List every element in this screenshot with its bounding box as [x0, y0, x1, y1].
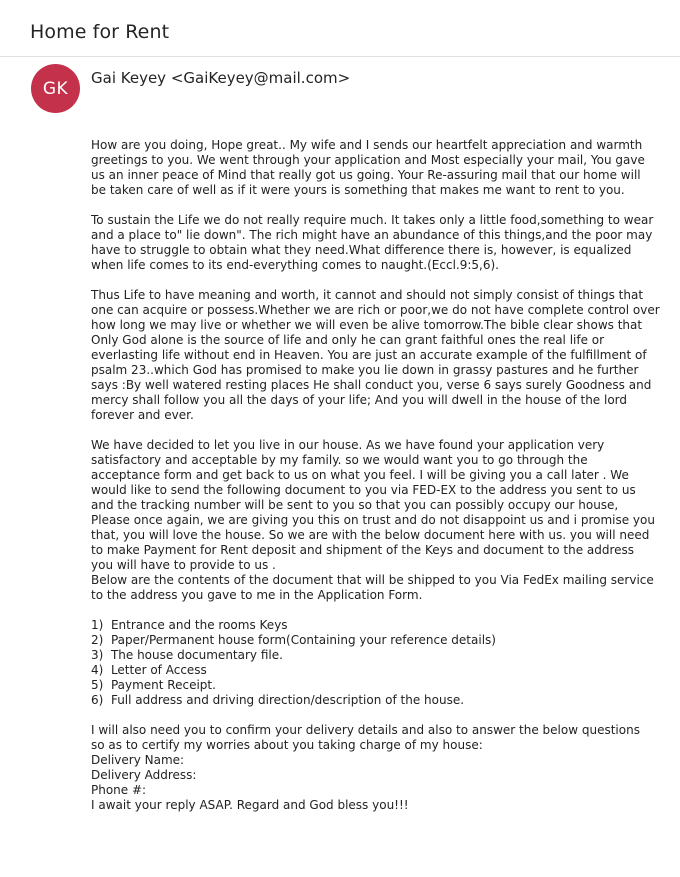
email-body-line: Only God alone is the source of life and only he can grant faithful ones the real life or: [91, 333, 605, 347]
email-body-line: how long we may live or whether we will even be alive tomorrow.The bible clear shows that: [91, 318, 643, 332]
email-body-line: so as to certify my worries about you taking charge of my house:: [91, 738, 483, 752]
paragraph-gap: [91, 603, 671, 618]
email-body: [91, 138, 671, 813]
email-body-line: 2) Paper/Permanent house form(Containing your reference details): [91, 633, 496, 647]
email-body-line: us an inner peace of Mind that really got us going. Your Re-assuring mail that our home will: [91, 168, 641, 182]
paragraph-gap: [91, 423, 671, 438]
email-body-line: Please once again, we are giving you this on trust and do not disappoint us and i promise you: [91, 513, 655, 527]
email-body-line: Delivery Name:: [91, 753, 185, 767]
email-subject: Home for Rent: [30, 21, 170, 43]
email-body-line: How are you doing, Hope great.. My wife and I sends our heartfelt appreciation and warmth: [91, 138, 643, 152]
email-body-line: would like to send the following document to you via FED-EX to the address you sent to us: [91, 483, 636, 497]
paragraph-gap: [91, 273, 671, 288]
email-body-line: psalm 23..which God has promised to make you lie down in grassy pastures and he further: [91, 363, 639, 377]
email-body-line: 6) Full address and driving direction/description of the house.: [91, 693, 465, 707]
email-body-line: when life comes to its end-everything comes to naught.(Eccl.9:5,6).: [91, 258, 499, 272]
email-body-line: 4) Letter of Access: [91, 663, 207, 677]
email-body-line: says :By well watered resting places He shall conduct you, verse 6 says surely Goodness and: [91, 378, 652, 392]
email-body-line: and a place to" lie down". The rich might have an abundance of this things,and the poor may: [91, 228, 653, 242]
email-body-line: mercy shall follow you all the days of your life; And you will dwell in the house of the lord: [91, 393, 628, 407]
email-body-line: greetings to you. We went through your application and Most especially your mail, You gave: [91, 153, 645, 167]
sender-avatar[interactable]: [31, 64, 80, 113]
email-body-line: Below are the contents of the document that will be shipped to you Via FedEx mailing service: [91, 573, 654, 587]
email-body-line: Phone #:: [91, 783, 147, 797]
email-body-line: Delivery Address:: [91, 768, 197, 782]
avatar-initials: GK: [42, 78, 69, 99]
email-body-line: satisfactory and acceptable by my family. so we would want you to go through the: [91, 453, 588, 467]
email-body-line: forever and ever.: [91, 408, 194, 422]
email-body-line: have to struggle to obtain what they need.What difference there is, however, is equalized: [91, 243, 632, 257]
email-body-line: We have decided to let you live in our house. As we have found your application very: [91, 438, 605, 452]
paragraph-gap: [91, 198, 671, 213]
email-body-line: 5) Payment Receipt.: [91, 678, 216, 692]
email-body-line: 1) Entrance and the rooms Keys: [91, 618, 288, 632]
email-body-line: to the address you gave to me in the Application Form.: [91, 588, 423, 602]
email-body-line: you will have to provide to us .: [91, 558, 276, 572]
paragraph-gap: [91, 708, 671, 723]
email-body-line: I await your reply ASAP. Regard and God bless you!!!: [91, 798, 409, 812]
email-body-line: 3) The house documentary file.: [91, 648, 283, 662]
email-body-line: one can acquire or possess.Whether we are rich or poor,we do not have complete control over: [91, 303, 660, 317]
email-body-line: that, you will love the house. So we are with the below document here with us. you will need: [91, 528, 650, 542]
email-body-line: be taken care of well as if it were yours is something that makes me want to rent to you.: [91, 183, 625, 197]
email-body-line: and the tracking number will be sent to you so that you can possibly occupy our house,: [91, 498, 619, 512]
email-body-line: acceptance form and get back to us on what you feel. I will be giving you a call later . We: [91, 468, 629, 482]
sender-name[interactable]: Gai Keyey <GaiKeyey@mail.com>: [91, 69, 351, 87]
email-body-line: Thus Life to have meaning and worth, it cannot and should not simply consist of things that: [91, 288, 644, 302]
email-body-line: to make Payment for Rent deposit and shipment of the Keys and document to the address: [91, 543, 635, 557]
email-body-line: To sustain the Life we do not really require much. It takes only a little food,something to wear: [91, 213, 654, 227]
email-header: [0, 0, 680, 57]
email-body-line: everlasting life without end in Heaven. You are just an accurate example of the fulfillment of: [91, 348, 647, 362]
email-body-line: I will also need you to confirm your delivery details and also to answer the below questions: [91, 723, 640, 737]
